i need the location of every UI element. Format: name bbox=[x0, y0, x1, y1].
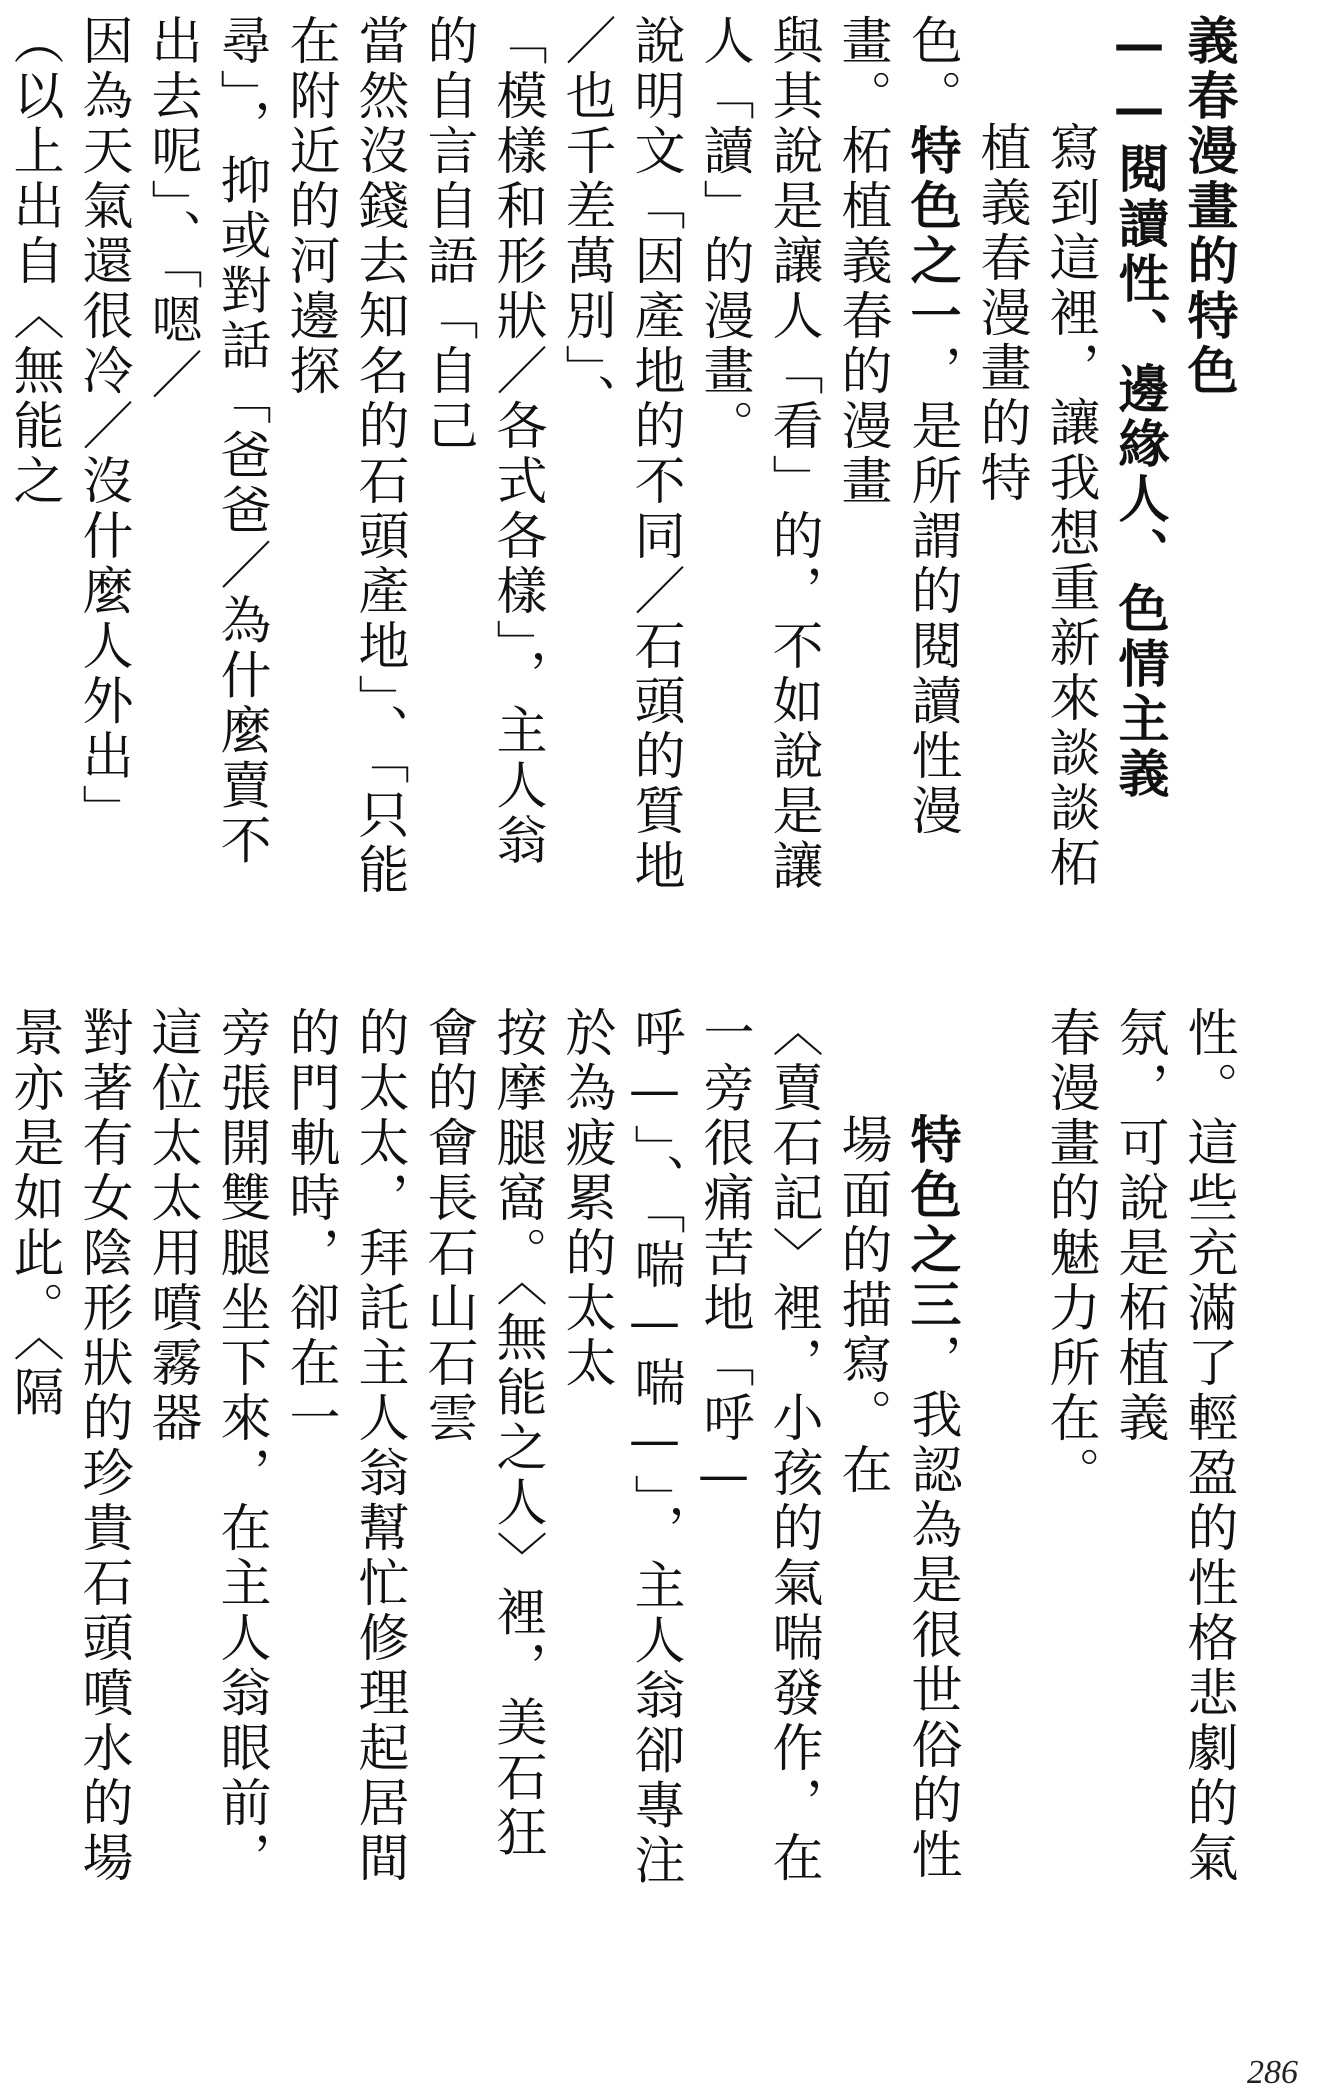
top-line: 因為天氣還很冷／沒什麼人外出」（以上出自〈無能之 bbox=[4, 14, 132, 839]
top-line: 說明文「因產地的不同／石頭的質地／也千差萬別」、 bbox=[556, 14, 684, 894]
top-line: 尋」，抑或對話「爸爸／為什麼賣不出去呢」、「嗯／ bbox=[142, 14, 270, 869]
top-line: 「模樣和形狀／各式各樣」，主人翁的自言自語「自己 bbox=[418, 14, 546, 869]
bottom-line: 對著有女陰形狀的珍貴石頭噴水的場景亦是如此。〈隔 bbox=[4, 1006, 132, 1886]
section-title: 義春漫畫的特色 bbox=[1178, 14, 1238, 399]
bottom-line: 按摩腿窩。〈無能之人〉裡，美石狂會的會長石山石雲 bbox=[418, 1006, 546, 1861]
bottom-line bbox=[966, 1006, 1035, 1906]
bottom-line: 旁張開雙腿坐下來，在主人翁眼前，這位太太用噴霧器 bbox=[142, 1006, 270, 1886]
bottom-line: 性。這些充滿了輕盈的性格悲劇的氣氛，可說是柘植義 bbox=[1109, 1006, 1237, 1886]
top-text-block bbox=[4, 14, 1242, 914]
section-subtitle: ——閱讀性、邊緣人、色情主義 bbox=[1109, 14, 1169, 802]
top-line: 當然沒錢去知名的石頭產地」、「只能在附近的河邊探 bbox=[280, 14, 408, 898]
bottom-line: 特色之三，我認為是很世俗的性場面的描寫。在 bbox=[832, 1113, 961, 1884]
top-line: 色。特色之一，是所謂的閱讀性漫畫。柘植義春的漫畫 bbox=[832, 14, 961, 839]
bottom-line: 春漫畫的魅力所在。 bbox=[1040, 1006, 1099, 1501]
feature-heading: 特色之一 bbox=[901, 124, 961, 344]
feature-heading: 特色之三 bbox=[901, 1113, 961, 1334]
bottom-line: 呼—」、「喘—喘—」，主人翁卻專注於為疲累的太太 bbox=[556, 1006, 684, 1889]
bottom-text-block bbox=[4, 1006, 1242, 1906]
page-number: 286 bbox=[1247, 2054, 1298, 2091]
bottom-line: 的太太，拜託主人翁幫忙修理起居間的門軌時，卻在一 bbox=[280, 1006, 408, 1886]
top-line: 寫到這裡，讓我想重新來談談柘植義春漫畫的特 bbox=[971, 121, 1099, 892]
bottom-line: 〈賣石記〉裡，小孩的氣喘發作，在一旁很痛苦地「呼— bbox=[694, 1006, 822, 1886]
top-line: 與其說是讓人「看」的，不如說是讓人「讀」的漫畫。 bbox=[694, 14, 822, 894]
